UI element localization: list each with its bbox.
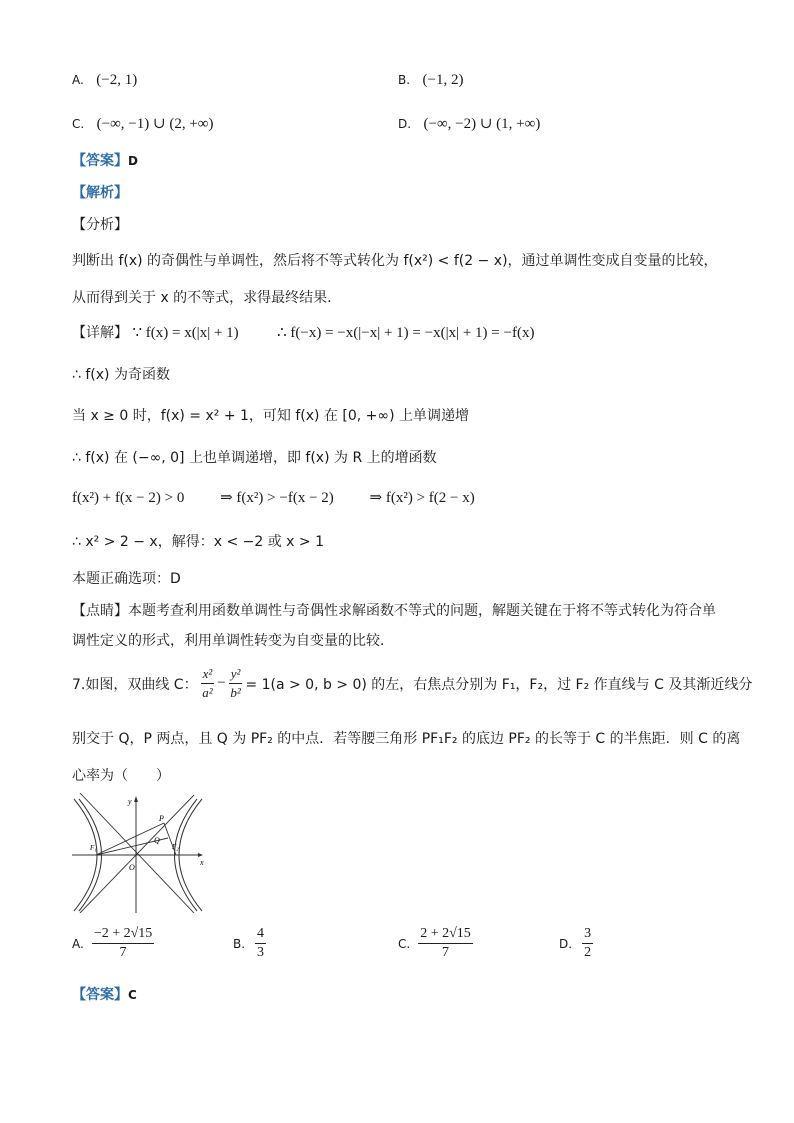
option-label: D. (559, 936, 573, 951)
jiexi-tag: 【解析】 (72, 185, 128, 201)
q7-minus: − (217, 675, 226, 691)
label-q: Q (154, 836, 160, 845)
option-label: A. (72, 936, 84, 951)
q7-den-a: a² (202, 685, 213, 700)
detail-formula-5b: ⇒ f(x²) > −f(x − 2) (220, 490, 334, 506)
fraction-den: 7 (119, 945, 127, 960)
fraction-num: 2 + 2√15 (418, 926, 473, 944)
detail-line-3: 当 x ≥ 0 时，f(x) = x² + 1，可知 f(x) 在 [0, +∞) 上单调递增 (72, 408, 469, 424)
detail-tag: 【详解】 (72, 325, 128, 341)
fraction-num: 4 (255, 926, 266, 944)
answer-value: C (128, 988, 137, 1002)
option-label: A. (72, 73, 84, 87)
answer-line-2 (72, 984, 137, 1004)
dianjing-line-2: 调性定义的形式，利用单调性转变为自变量的比较. (72, 633, 385, 649)
option-c (72, 114, 213, 133)
answer-tag: 【答案】 (72, 153, 128, 169)
q7-fraction-y (229, 666, 243, 701)
option-label: B. (398, 73, 411, 87)
label-x: x (200, 858, 204, 867)
detail-formula-5a: f(x²) + f(x − 2) > 0 (72, 490, 185, 506)
option-b (398, 72, 463, 89)
q7-num-x: x² (201, 666, 215, 684)
option-d (398, 114, 540, 133)
q7-intro: 7.如图，双曲线 C： (72, 676, 198, 693)
answer-value: D (128, 154, 138, 168)
q7-den-b: b² (230, 685, 241, 700)
fraction-num: 3 (582, 926, 593, 944)
fenxi-tag: 【分析】 (72, 217, 128, 233)
option-label: C. (72, 117, 85, 131)
option-a (72, 72, 137, 89)
label-o: O (129, 863, 135, 872)
q7-line-3: 心率为（ ） (72, 768, 170, 784)
label-f2: F₂ (172, 843, 179, 851)
fraction-den: 3 (257, 945, 265, 960)
detail-line-1 (72, 322, 534, 342)
detail-line-7: 本题正确选项：D (72, 571, 181, 587)
q7-line-2: 别交于 Q，P 两点，且 Q 为 PF₂ 的中点．若等腰三角形 PF₁F₂ 的底边 PF₂ 的长等于 C 的半焦距．则 C 的离 (72, 731, 741, 747)
hyperbola-figure (72, 793, 207, 913)
option-text: (−∞, −2) ∪ (1, +∞) (423, 116, 541, 132)
option-text: (−2, 1) (96, 72, 138, 88)
option-fraction (418, 926, 473, 961)
detail-formula-1a: ∵ f(x) = x(|x| + 1) (132, 325, 239, 341)
y-axis-arrow (134, 796, 138, 802)
label-p: P (159, 814, 164, 823)
option-label: D. (398, 117, 412, 131)
option-fraction (582, 926, 593, 961)
q7-option-b (233, 926, 266, 961)
option-text: (−∞, −1) ∪ (2, +∞) (96, 116, 214, 132)
analysis-line-2: 从而得到关于 x 的不等式，求得最终结果. (72, 290, 332, 306)
answer-tag: 【答案】 (72, 987, 128, 1003)
q7-line-1 (72, 666, 752, 701)
detail-formula-5c: ⇒ f(x²) > f(2 − x) (369, 490, 475, 506)
fraction-den: 2 (584, 945, 592, 960)
q7-fraction-x (201, 666, 215, 701)
q7-condition: = 1(a > 0, b > 0) 的左，右焦点分别为 F₁，F₂，过 F₂ 作直线与 C 及其渐近线分 (245, 676, 753, 693)
detail-line-5 (72, 488, 475, 507)
label-y: y (128, 797, 132, 806)
q7-option-d (559, 926, 593, 961)
label-f1: F₁ (90, 844, 97, 852)
option-fraction (255, 926, 266, 961)
detail-line-2: ∴ f(x) 为奇函数 (72, 367, 170, 383)
analysis-line-1: 判断出 f(x) 的奇偶性与单调性，然后将不等式转化为 f(x²) < f(2 − x)，通过单调性变成自变量的比较， (72, 253, 718, 269)
q7-option-a (72, 926, 154, 961)
x-axis-arrow (198, 853, 203, 857)
dianjing-line-1: 【点睛】本题考查利用函数单调性与奇偶性求解函数不等式的问题，解题关键在于将不等式转化为符合单 (72, 603, 716, 619)
fraction-den: 7 (442, 945, 449, 960)
option-fraction (92, 926, 154, 961)
detail-formula-1b: ∴ f(−x) = −x(|−x| + 1) = −x(|x| + 1) = −f(x) (277, 325, 535, 341)
q7-num-y: y² (229, 666, 243, 684)
detail-line-4: ∴ f(x) 在 (−∞, 0] 上也单调递增，即 f(x) 为 R 上的增函数 (72, 450, 437, 466)
option-label: C. (398, 936, 411, 951)
option-text: (−1, 2) (422, 72, 464, 88)
option-label: B. (233, 936, 246, 951)
detail-line-6: ∴ x² > 2 − x，解得：x < −2 或 x > 1 (72, 534, 324, 550)
fraction-num: −2 + 2√15 (92, 926, 154, 944)
q7-option-c (398, 926, 473, 961)
answer-line (72, 150, 138, 170)
